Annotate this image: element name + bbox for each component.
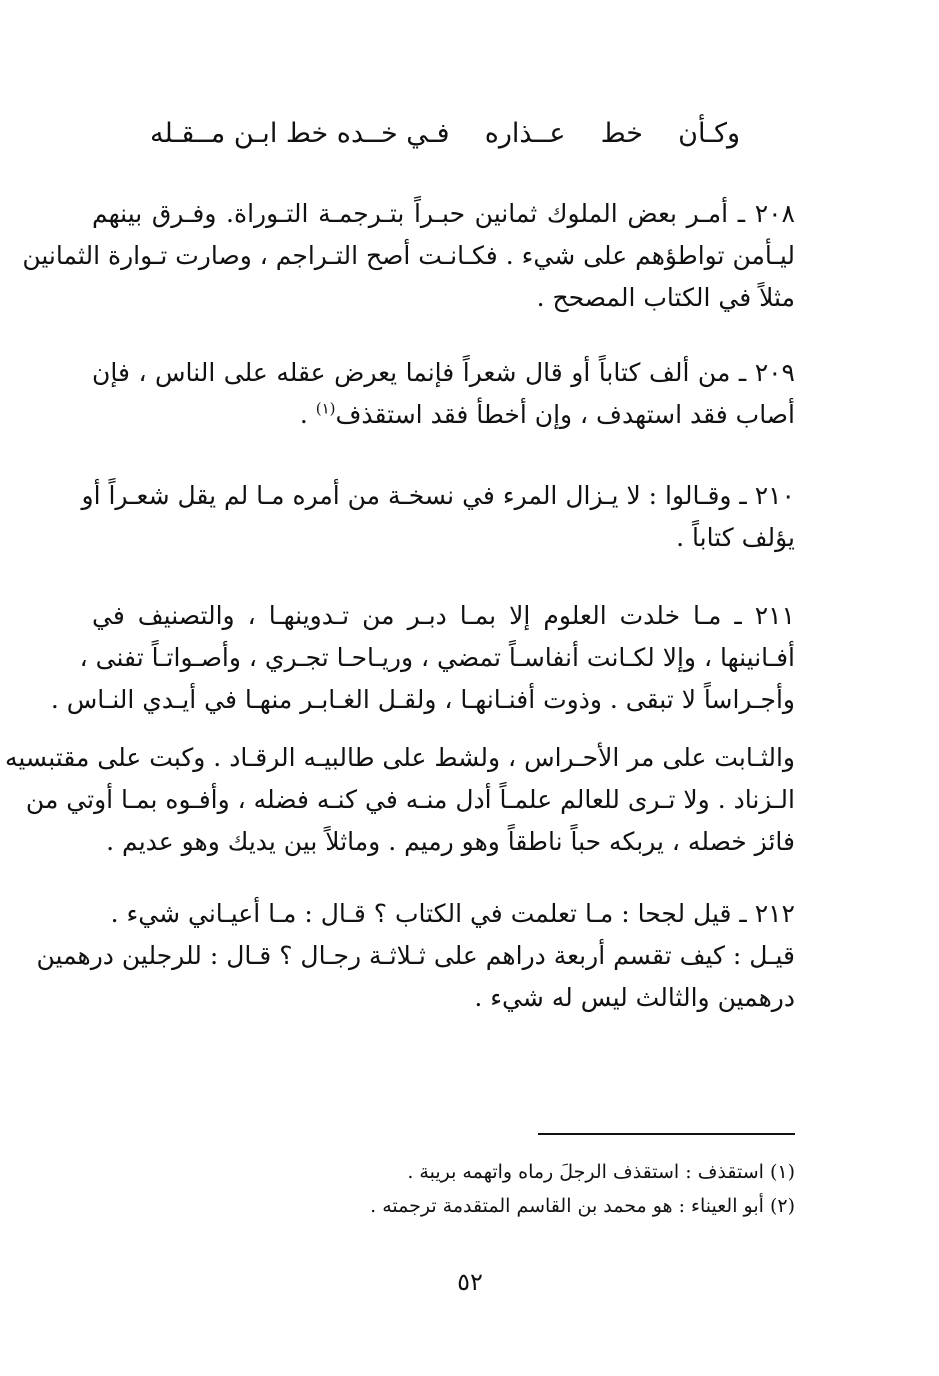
footnote-separator — [538, 1133, 795, 1135]
footnote-2: (٢) أبو العيناء : هو محمد بن القاسم المتقدمة ترجمته . — [370, 1195, 795, 1217]
text-line: ليـأمن تواطؤهم على شيء . فكـانـت أصح التـراجم ، وصارت تـوارة الثمانين — [22, 241, 795, 270]
text-line: أفـانينها ، وإلا لكـانت أنفاسـاً تمضي ، وريـاحـا تجـري ، وأصـواتـاً تفنى ، — [79, 643, 795, 672]
text-line: الـزناد . ولا تـرى للعالم علمـاً أدل منـه في كنـه فضله ، وأفـوه بمـا أوتي من — [25, 785, 795, 814]
text-line: ٢٠٩ ـ من ألف كتاباً أو قال شعراً فإنما يعرض عقله على الناس ، فإن — [92, 358, 795, 387]
text-line: والثـابت على مر الأحـراس ، ولشط على طالبيـه الرقـاد . وكبت على مقتبسيه — [4, 743, 795, 772]
text-span: أصاب فقد استهدف ، وإن أخطأ فقد استقذف — [335, 400, 795, 429]
text-line: ٢١٠ ـ وقـالوا : لا يـزال المرء في نسخـة من أمره مـا لم يقل شعـراً أو — [81, 481, 795, 510]
verse-segment: عــذاره — [484, 118, 566, 149]
verse-line — [150, 112, 740, 156]
text-line: وأجـراساً لا تبقى . وذوت أفنـانهـا ، ولقـل الغـابـر منهـا في أيـدي النـاس . — [50, 685, 795, 714]
text-line: فائز خصله ، يربكه حباً ناطقاً وهو رميم . وماثلاً بين يديك وهو عديم . — [106, 827, 795, 856]
text-line — [92, 394, 795, 436]
paragraph-211-continued — [4, 737, 795, 863]
footnote-reference: (١) — [315, 399, 336, 418]
text-span: . — [299, 400, 316, 429]
page-number: ٥٢ — [457, 1268, 483, 1296]
paragraph-211 — [50, 595, 795, 721]
text-line: ٢١٢ ـ قيل لجحا : مـا تعلمت في الكتاب ؟ قـال : مـا أعيـاني شيء . — [110, 899, 795, 928]
text-line: ٢١١ ـ مـا خلدت العلوم إلا بمـا دبـر من تـدوينهـا ، والتصنيف في — [92, 601, 795, 630]
verse-segment: وكـأن — [678, 118, 740, 149]
paragraph-208 — [22, 193, 795, 319]
verse-segment: خط — [600, 118, 643, 149]
paragraph-212 — [36, 893, 795, 1019]
text-line: ٢٠٨ ـ أمـر بعض الملوك ثمانين حبـراً بتـرجمـة التـوراة. وفـرق بينهم — [92, 199, 795, 228]
text-line: درهمين والثالث ليس له شيء . — [474, 983, 795, 1012]
paragraph-209 — [92, 352, 795, 436]
footnote-1: (١) استقذف : استقذف الرجلَ رماه واتهمه بريبة . — [407, 1161, 795, 1183]
paragraph-210 — [81, 475, 795, 559]
text-line: يؤلف كتاباً . — [676, 523, 795, 552]
text-line: قيـل : كيف تقسم أربعة دراهم على ثـلاثـة رجـال ؟ قـال : للرجلين درهمين — [36, 941, 795, 970]
verse-segment: فـي خــده خط ابـن مــقـله — [150, 118, 450, 149]
text-line: مثلاً في الكتاب المصحح . — [536, 283, 795, 312]
